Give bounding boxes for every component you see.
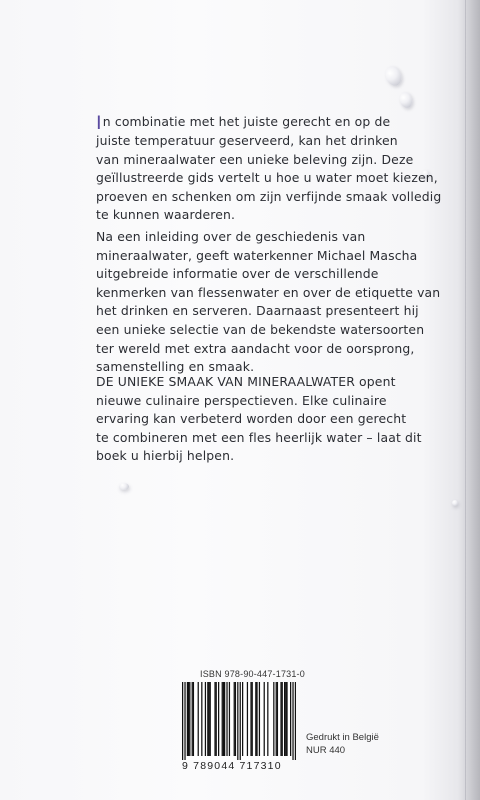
barcode-bar [189, 682, 190, 756]
text-line: nieuwe culinaire perspectieven. Elke culinaire [96, 392, 387, 408]
text-line: uitgebreide informatie over de verschillende [96, 266, 379, 282]
isbn-label: ISBN 978-90-447-1731-0 [200, 669, 305, 679]
barcode-bar [276, 682, 277, 756]
barcode-bar [201, 682, 202, 756]
text-line: ervaring kan verbeterd worden door een gerecht [96, 411, 407, 427]
intro-paragraph [96, 112, 442, 225]
spine-shadow [458, 0, 480, 800]
barcode-bar [223, 682, 224, 756]
nur-code: NUR 440 [306, 745, 346, 756]
barcode-bar [210, 682, 211, 756]
barcode-bar [207, 682, 208, 756]
barcode-bar [182, 682, 183, 760]
barcode-bar [292, 682, 293, 760]
barcode-bar [192, 682, 193, 756]
barcode-bar [290, 682, 291, 756]
content-paragraph [96, 228, 441, 377]
printing-info [306, 731, 379, 757]
barcode-bar [198, 682, 199, 756]
barcode-bar [273, 682, 274, 756]
text-line: juiste temperatuur geserveerd, kan het drinken [96, 133, 398, 148]
text-line: mineraalwater, geeft waterkenner Michael Mascha [96, 247, 418, 263]
barcode-bar [188, 682, 189, 756]
text-line: boek u hierbij helpen. [96, 448, 235, 464]
barcode-bar [264, 682, 265, 756]
text-line: samenstelling en smaak. [96, 359, 255, 375]
closing-paragraph [96, 373, 436, 466]
barcode-bar [208, 682, 209, 756]
barcode-bar [259, 682, 260, 756]
text-line: kenmerken van flessenwater en over de etiquette van [96, 284, 441, 300]
barcode-bar [229, 682, 230, 756]
barcode-bar [184, 682, 185, 760]
text-line [96, 113, 436, 132]
barcode-bar [224, 682, 225, 756]
barcode-bar [280, 682, 281, 756]
barcode-bar [282, 682, 283, 756]
barcode-digits: 9 789044 717310 [182, 760, 282, 772]
water-drop [398, 91, 414, 110]
barcode-bar [252, 682, 253, 756]
barcode-bar [214, 682, 215, 756]
barcode-bar [247, 682, 248, 756]
barcode-bar [226, 682, 227, 756]
text-line: te kunnen waarderen. [96, 207, 236, 223]
text-line-content: n combinatie met het juiste gerecht en op de [102, 114, 391, 129]
barcode-bar [218, 682, 219, 756]
barcode-bar [187, 682, 188, 756]
barcode-bar [267, 682, 268, 756]
barcode-bar [240, 682, 241, 760]
text-line: ter wereld met extra aandacht voor de oorsprong, [96, 340, 415, 356]
barcode-bar [234, 682, 235, 756]
barcode-bar [222, 682, 223, 756]
barcode-bar [250, 682, 251, 756]
barcode-bar [256, 682, 257, 756]
barcode-bar [255, 682, 256, 756]
barcode-bar [216, 682, 217, 756]
barcode-bar [286, 682, 287, 756]
barcode-bar [277, 682, 278, 756]
text-line: van mineraalwater een unieke beleving zijn. Deze [96, 151, 414, 167]
text-line: Na een inleiding over de geschiedenis van [96, 229, 366, 244]
text-line: proeven en schenken om zijn verfijnde smaak volledig [96, 188, 442, 204]
barcode-bar [205, 682, 206, 756]
barcode-bar [235, 682, 236, 756]
text-line: geïllustreerde gids vertelt u hoe u water moet kiezen, [96, 170, 438, 186]
water-drop [119, 483, 129, 490]
text-line: DE UNIEKE SMAAK VAN MINERAALWATER opent [96, 374, 396, 389]
text-line: te combineren met een fles heerlijk water – laat dit [96, 429, 422, 445]
text-line: een unieke selectie van de bekendste watersoorten [96, 321, 425, 337]
barcode-bar [284, 682, 285, 756]
barcode-bar [237, 682, 238, 760]
water-drop [452, 500, 458, 506]
barcode-bar [242, 682, 243, 756]
text-line: het drinken en serveren. Daarnaast presenteert hij [96, 303, 419, 319]
barcode-bar [193, 682, 194, 756]
barcode [182, 682, 296, 760]
barcode-bar [295, 682, 296, 760]
printed-in-label: Gedrukt in België [306, 732, 379, 743]
water-drop [383, 64, 404, 88]
barcode-bar [285, 682, 286, 756]
initial-letter: I [96, 112, 102, 134]
barcode-bars [182, 682, 296, 760]
